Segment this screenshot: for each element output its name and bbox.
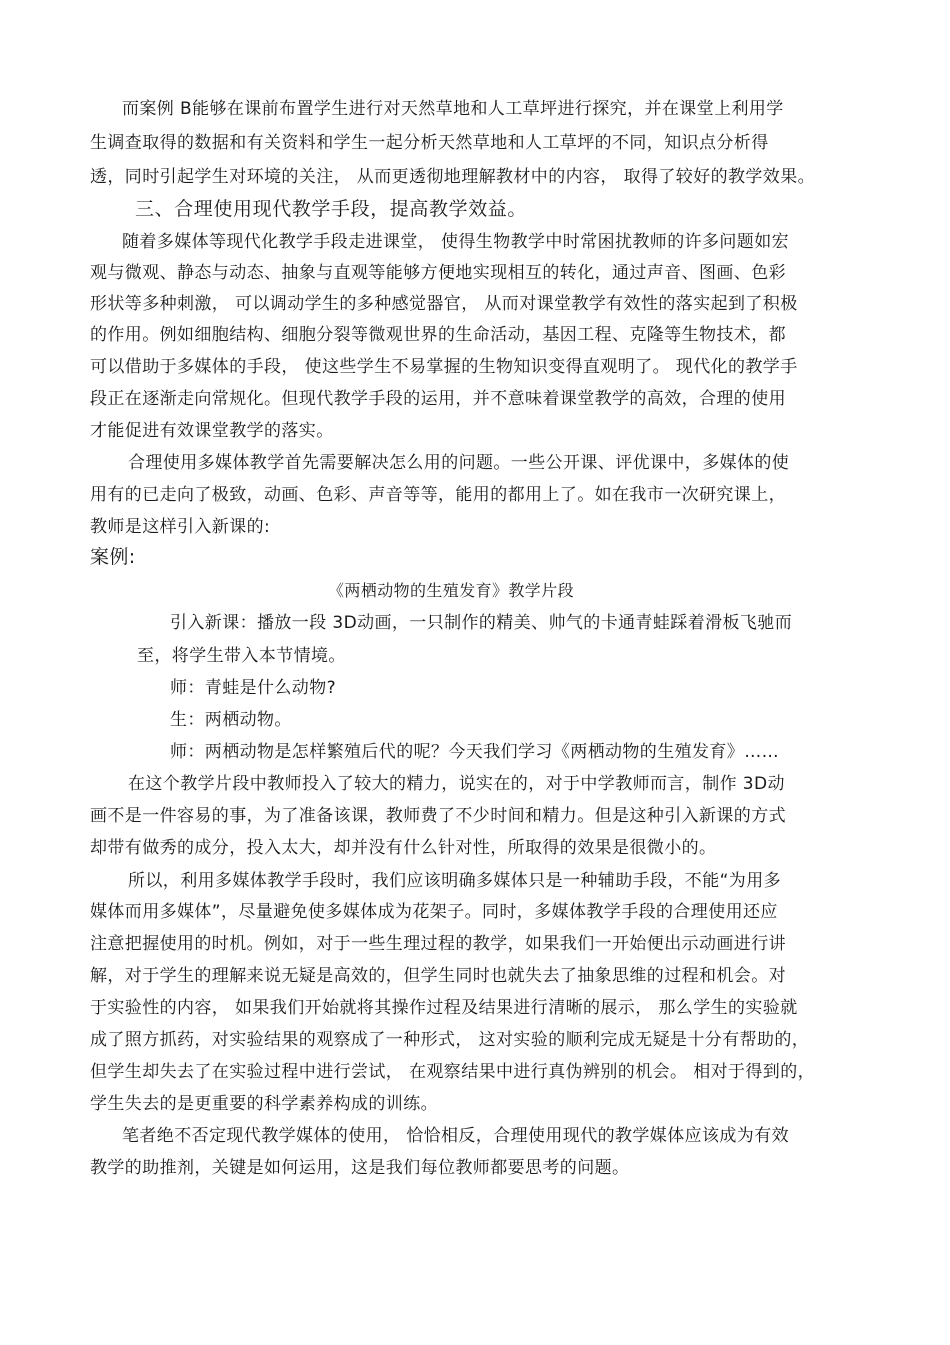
- paragraph-3-line-1: 合理使用多媒体教学首先需要解决怎么用的问题。一些公开课、评优课中，多媒体的使: [128, 453, 790, 473]
- paragraph-6-line-1: 笔者绝不否定现代教学媒体的使用， 恰恰相反，合理使用现代的教学媒体应该成为有效: [122, 1126, 790, 1146]
- paragraph-3-line-3: 教师是这样引入新课的:: [90, 517, 271, 537]
- case-line-2: 至，将学生带入本节情境。: [137, 646, 346, 666]
- paragraph-3-line-2: 用有的已走向了极致，动画、色彩、声音等等，能用的都用上了。如在我市一次研究课上，: [90, 485, 786, 505]
- paragraph-5-line-6: 成了照方抓药，对实验结果的观察成了一种形式， 这对实验的顺利完成无疑是十分有帮助的，: [90, 1030, 810, 1050]
- case-line-5: 师：两栖动物是怎样繁殖后代的呢？今天我们学习《两栖动物的生殖发育》……: [170, 742, 779, 762]
- case-title: 《两栖动物的生殖发育》教学片段: [328, 581, 575, 600]
- paragraph-1-line-3: 透，同时引起学生对环境的关注， 从而更透彻地理解教材中的内容， 取得了较好的教学效果。: [90, 167, 816, 187]
- paragraph-5-line-4: 解，对于学生的理解来说无疑是高效的，但学生同时也就失去了抽象思维的过程和机会。对: [90, 966, 786, 986]
- paragraph-2-line-2: 观与微观、静态与动态、抽象与直观等能够方便地实现相互的转化，通过声音、图画、色彩: [90, 263, 786, 283]
- section-heading: 三、合理使用现代教学手段，提高教学效益。: [135, 198, 528, 220]
- paragraph-5-line-1: 所以，利用多媒体教学手段时，我们应该明确多媒体只是一种辅助手段，不能“为用多: [128, 871, 782, 891]
- paragraph-2-line-7: 才能促进有效课堂教学的落实。: [90, 421, 334, 441]
- paragraph-4-line-3: 却带有做秀的成分，投入太大，却并没有什么针对性，所取得的效果是很微小的。: [90, 838, 717, 858]
- paragraph-2-line-6: 段正在逐渐走向常规化。但现代教学手段的运用，并不意味着课堂教学的高效，合理的使用: [90, 389, 786, 409]
- paragraph-1-line-2: 生调查取得的数据和有关资料和学生一起分析天然草地和人工草坪的不同，知识点分析得: [90, 133, 769, 153]
- case-label: 案例:: [90, 546, 136, 568]
- paragraph-2-line-4: 的作用。例如细胞结构、细胞分裂等微观世界的生命活动，基因工程、克隆等生物技术，都: [90, 325, 786, 345]
- paragraph-4-line-2: 画不是一件容易的事，为了准备该课，教师费了不少时间和精力。但是这种引入新课的方式: [90, 806, 786, 826]
- case-line-1: 引入新课：播放一段 3D动画，一只制作的精美、帅气的卡通青蛙踩着滑板飞驰而: [170, 613, 793, 633]
- case-line-3: 师：青蛙是什么动物?: [170, 678, 337, 698]
- paragraph-2-line-1: 随着多媒体等现代化教学手段走进课堂， 使得生物教学中时常困扰教师的许多问题如宏: [122, 232, 790, 252]
- case-line-4: 生：两栖动物。: [170, 710, 292, 730]
- paragraph-5-line-2: 媒体而用多媒体”，尽量避免使多媒体成为花架子。同时，多媒体教学手段的合理使用还应: [90, 902, 778, 922]
- paragraph-5-line-7: 但学生却失去了在实验过程中进行尝试， 在观察结果中进行真伪辨别的机会。 相对于得到的，: [90, 1062, 816, 1082]
- paragraph-6-line-2: 教学的助推剂，关键是如何运用，这是我们每位教师都要思考的问题。: [90, 1158, 630, 1178]
- paragraph-5-line-8: 学生失去的是更重要的科学素养构成的训练。: [90, 1094, 438, 1114]
- paragraph-4-line-1: 在这个教学片段中教师投入了较大的精力，说实在的，对于中学教师而言，制作 3D动: [128, 774, 785, 794]
- paragraph-5-line-3: 注意把握使用的时机。例如，对于一些生理过程的教学，如果我们一开始便出示动画进行讲: [90, 934, 786, 954]
- paragraph-1-line-1: 而案例 B能够在课前布置学生进行对天然草地和人工草坪进行探究，并在课堂上利用学: [122, 99, 784, 119]
- paragraph-5-line-5: 于实验性的内容， 如果我们开始就将其操作过程及结果进行清晰的展示， 那么学生的实验就: [90, 998, 798, 1018]
- paragraph-2-line-5: 可以借助于多媒体的手段， 使这些学生不易掌握的生物知识变得直观明了。 现代化的教学手: [90, 357, 798, 377]
- paragraph-2-line-3: 形状等多种刺激， 可以调动学生的多种感觉器官， 从而对课堂教学有效性的落实起到了积极: [90, 294, 798, 314]
